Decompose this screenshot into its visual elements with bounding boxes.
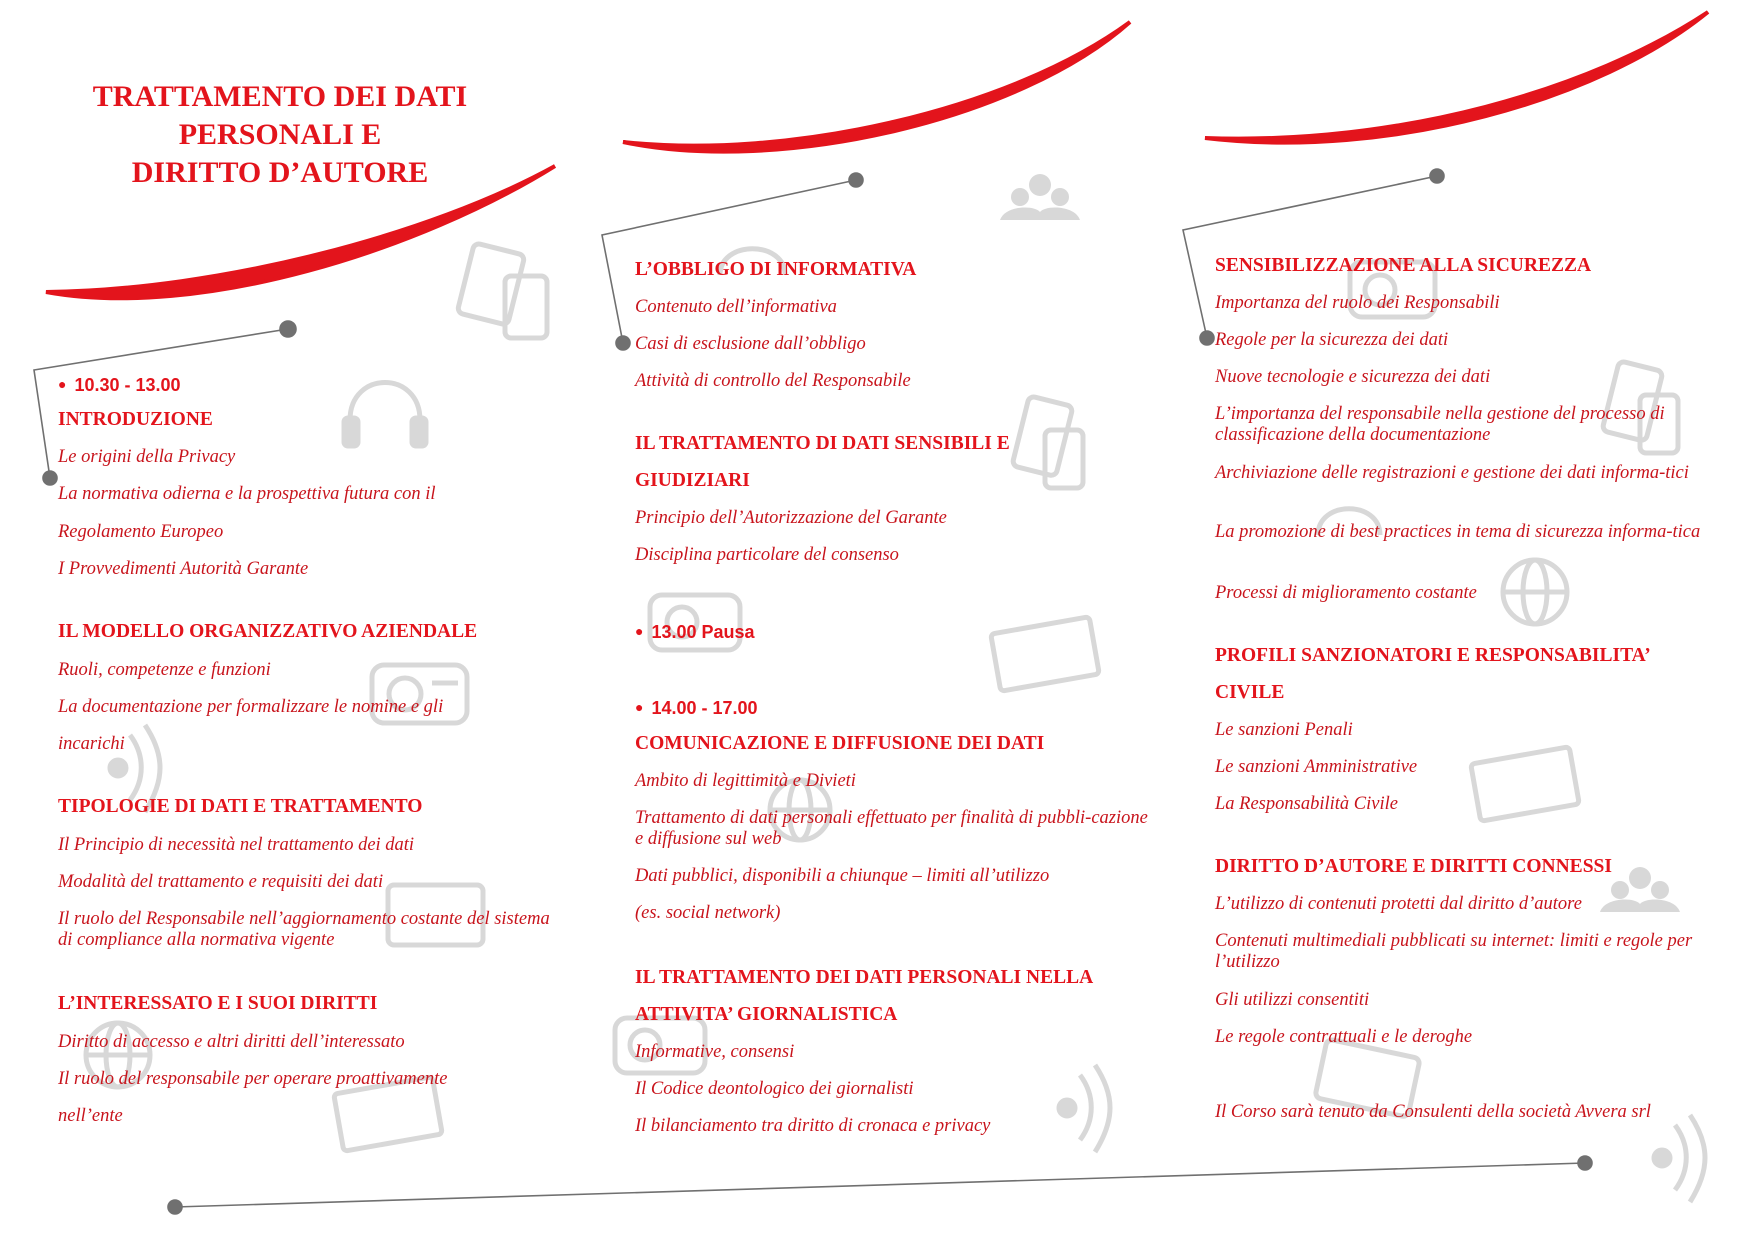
- list-item: Importanza del ruolo dei Responsabili: [1215, 293, 1500, 313]
- list-item: Processi di miglioramento costante: [1215, 583, 1477, 603]
- red-swoosh-3: [1205, 12, 1708, 143]
- list-item: Ambito di legittimità e Divieti: [635, 771, 856, 791]
- list-item: Le sanzioni Penali: [1215, 720, 1353, 740]
- list-item: Archiviazione delle registrazioni e gestione dei dati informa-tici: [1215, 463, 1689, 483]
- list-item: L’importanza del responsabile nella gestione del processo di classificazione della documentazione: [1215, 404, 1665, 445]
- section-title-introduzione: INTRODUZIONE: [58, 409, 213, 430]
- section-title-sensibili-line-1: IL TRATTAMENTO DI DATI SENSIBILI E: [635, 433, 1010, 454]
- list-item: nell’ente: [58, 1106, 123, 1126]
- session-time-morning: ● 10.30 - 13.00: [58, 375, 181, 395]
- list-item: Nuove tecnologie e sicurezza dei dati: [1215, 367, 1491, 387]
- list-item: Contenuti multimediali pubblicati su internet: limiti e regole per l’utilizzo: [1215, 931, 1693, 972]
- list-item: Contenuto dell’informativa: [635, 297, 837, 317]
- section-title-sensibili-line-2: GIUDIZIARI: [635, 470, 750, 491]
- connector-bottom: [168, 1156, 1592, 1214]
- list-item: L’utilizzo di contenuti protetti dal diritto d’autore: [1215, 894, 1582, 914]
- section-title-giornalistica-line-1: IL TRATTAMENTO DEI DATI PERSONALI NELLA: [635, 967, 1094, 988]
- session-time-afternoon: ● 14.00 - 17.00: [635, 698, 758, 718]
- list-item: Il bilanciamento tra diritto di cronaca e privacy: [635, 1116, 991, 1136]
- list-item: Regole per la sicurezza dei dati: [1215, 330, 1449, 350]
- section-title-modello: IL MODELLO ORGANIZZATIVO AZIENDALE: [58, 621, 478, 642]
- list-item: La Responsabilità Civile: [1215, 794, 1398, 814]
- list-item: Le regole contrattuali e le deroghe: [1215, 1027, 1473, 1047]
- section-title-tipologie: TIPOLOGIE DI DATI E TRATTAMENTO: [58, 796, 423, 817]
- pause-time: ● 13.00 Pausa: [635, 622, 755, 642]
- list-item: Ruoli, competenze e funzioni: [58, 660, 271, 680]
- list-item: I Provvedimenti Autorità Garante: [58, 559, 309, 579]
- tablet-phone-icon: [457, 243, 547, 338]
- section-title-sicurezza: SENSIBILIZZAZIONE ALLA SICUREZZA: [1215, 255, 1592, 276]
- red-swoosh-2: [623, 22, 1130, 152]
- list-item: La promozione di best practices in tema di sicurezza informa-tica: [1215, 522, 1701, 542]
- list-item: Attività di controllo del Responsabile: [635, 371, 911, 391]
- section-title-sanzioni-line-2: CIVILE: [1215, 682, 1285, 703]
- title-line-2: PERSONALI E: [178, 118, 382, 151]
- list-item: Il ruolo del responsabile per operare proattivamente: [58, 1069, 448, 1089]
- list-item: La normativa odierna e la prospettiva futura con il: [58, 484, 436, 504]
- list-item: Casi di esclusione dall’obbligo: [635, 334, 866, 354]
- list-item: Regolamento Europeo: [58, 522, 224, 542]
- list-item: Le sanzioni Amministrative: [1215, 757, 1418, 777]
- list-item: La documentazione per formalizzare le nomine e gli: [58, 697, 444, 717]
- section-title-sanzioni-line-1: PROFILI SANZIONATORI E RESPONSABILITA’: [1215, 645, 1651, 666]
- list-item: (es. social network): [635, 903, 781, 923]
- list-item: incarichi: [58, 734, 125, 754]
- list-item: Il ruolo del Responsabile nell’aggiornamento costante del sistema di compliance alla normativa vigente: [58, 909, 550, 950]
- section-title-giornalistica-line-2: ATTIVITA’ GIORNALISTICA: [635, 1004, 898, 1025]
- list-item: Le origini della Privacy: [58, 447, 236, 467]
- headphones-icon: [344, 383, 426, 447]
- brochure-title: [40, 78, 520, 192]
- section-title-informativa: L’OBBLIGO DI INFORMATIVA: [635, 259, 917, 280]
- section-title-comunicazione: COMUNICAZIONE E DIFFUSIONE DEI DATI: [635, 733, 1045, 754]
- list-item: Diritto di accesso e altri diritti dell’interessato: [58, 1032, 405, 1052]
- footer-note: Il Corso sarà tenuto da Consulenti della società Avvera srl: [1215, 1102, 1651, 1122]
- list-item: Il Principio di necessità nel trattamento dei dati: [58, 835, 415, 855]
- list-item: Il Codice deontologico dei giornalisti: [635, 1079, 914, 1099]
- list-item: Dati pubblici, disponibili a chiunque – limiti all’utilizzo: [635, 866, 1050, 886]
- list-item: Disciplina particolare del consenso: [635, 545, 899, 565]
- people-icon: [1000, 174, 1080, 220]
- list-item: Modalità del trattamento e requisiti dei dati: [58, 872, 384, 892]
- title-line-1: TRATTAMENTO DEI DATI: [92, 80, 468, 113]
- section-title-interessato: L’INTERESSATO E I SUOI DIRITTI: [58, 993, 378, 1014]
- list-item: Principio dell’Autorizzazione del Garante: [635, 508, 947, 528]
- list-item: Trattamento di dati personali effettuato per finalità di pubbli-cazione e diffusione sul web: [635, 808, 1148, 849]
- title-line-3: DIRITTO D’AUTORE: [131, 156, 429, 189]
- list-item: Gli utilizzi consentiti: [1215, 990, 1370, 1010]
- section-title-diritto-autore: DIRITTO D’AUTORE E DIRITTI CONNESSI: [1215, 856, 1612, 877]
- list-item: Informative, consensi: [635, 1042, 795, 1062]
